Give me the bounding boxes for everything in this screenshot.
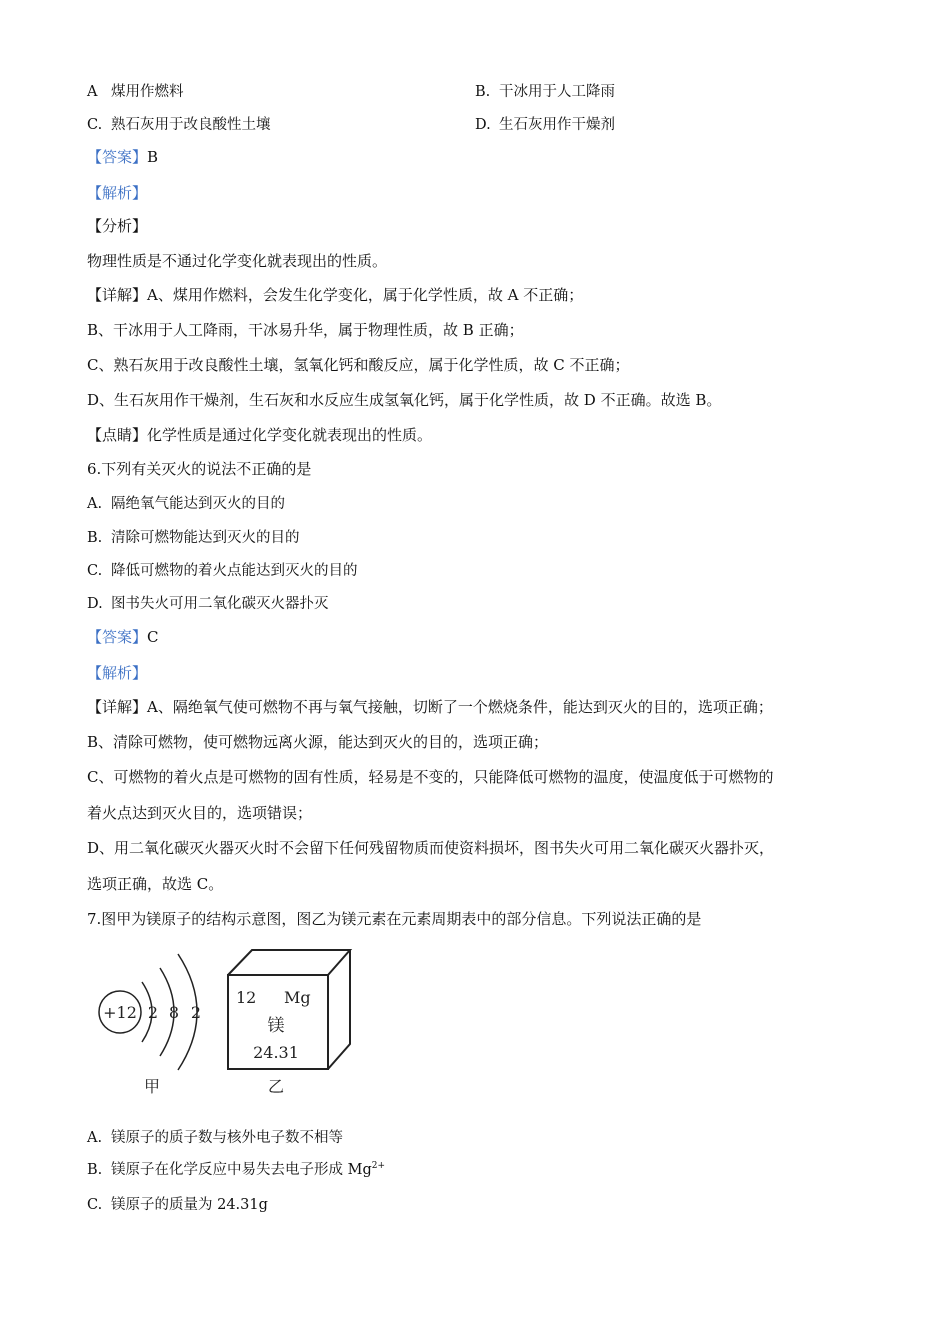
q7-option-c: C. 镁原子的质量为 24.31g	[87, 1197, 268, 1213]
shell-1-electrons: 2	[147, 1003, 159, 1022]
q5-option-b: B. 干冰用于人工降雨	[475, 84, 615, 100]
q6-option-c: C. 降低可燃物的着火点能达到灭火的目的	[87, 563, 358, 579]
q7-question: 7.图甲为镁原子的结构示意图，图乙为镁元素在元素周期表中的部分信息。下列说法正确的是	[87, 910, 702, 928]
atomic-number: 12	[236, 988, 257, 1007]
q7-option-a: A. 镁原子的质子数与核外电子数不相等	[87, 1130, 343, 1146]
q5-option-c: C. 熟石灰用于改良酸性土壤	[87, 117, 271, 133]
cube-top	[228, 950, 350, 975]
q5-answer: 【答案】B	[87, 148, 159, 166]
q5-fenxi-label: 【分析】	[87, 217, 148, 235]
atom-structure-diagram	[99, 954, 201, 1096]
q6-detail-line-5: D、用二氧化碳灭火器灭火时不会留下任何残留物质而使资料损坏，图书失火可用二氧化碳灭火器扑灭，	[87, 839, 775, 857]
atomic-mass: 24.31	[253, 1043, 299, 1062]
q5-analysis-label: 【解析】	[87, 184, 148, 202]
q6-option-a: A. 隔绝氧气能达到灭火的目的	[87, 496, 285, 512]
label-yi: 乙	[267, 1077, 285, 1096]
q6-option-b: B. 清除可燃物能达到灭火的目的	[87, 530, 300, 546]
shell-2-electrons: 8	[168, 1003, 180, 1022]
q7-option-b: B. 镁原子在化学反应中易失去电子形成 $Mg^{2+}$	[87, 1161, 386, 1178]
q6-detail-line-4: 着火点达到灭火目的，选项错误；	[87, 804, 313, 822]
charge-superscript: 2+	[371, 1161, 386, 1172]
q6-detail-line-6: 选项正确，故选 C。	[87, 875, 224, 893]
q6-question: 6.下列有关灭火的说法不正确的是	[87, 460, 312, 478]
q5-option-d: D. 生石灰用作干燥剂	[475, 117, 615, 133]
periodic-cell-cube	[228, 950, 350, 1096]
label-jia: 甲	[143, 1077, 161, 1096]
q5-detail-line-2: B、干冰用于人工降雨，干冰易升华，属于物理性质，故 B 正确；	[87, 321, 524, 339]
q6-analysis-label: 【解析】	[87, 664, 148, 682]
q5-comment: 【点睛】化学性质是通过化学变化就表现出的性质。	[87, 426, 433, 444]
q6-detail-line-3: C、可燃物的着火点是可燃物的固有性质，轻易是不变的，只能降低可燃物的温度，使温度低于可燃物的	[87, 768, 774, 786]
element-name: 镁	[267, 1016, 285, 1036]
q5-detail-line-1: 【详解】A、煤用作燃料，会发生化学变化，属于化学性质，故 A 不正确；	[87, 286, 584, 304]
nucleus-label: +12	[103, 1003, 137, 1022]
q6-answer: 【答案】C	[87, 628, 159, 646]
cube-side	[328, 950, 350, 1069]
element-symbol: Mg	[284, 988, 311, 1007]
q5-fenxi-text: 物理性质是不通过化学变化就表现出的性质。	[87, 252, 388, 270]
q7-figure	[90, 940, 370, 1100]
q5-option-a: A 煤用作燃料	[87, 84, 184, 100]
q5-detail-line-4: D、生石灰用作干燥剂，生石灰和水反应生成氢氧化钙，属于化学性质，故 D 不正确。故选 B。	[87, 391, 722, 409]
q5-detail-line-3: C、熟石灰用于改良酸性土壤，氢氧化钙和酸反应，属于化学性质，故 C 不正确；	[87, 356, 630, 374]
q6-option-d: D. 图书失火可用二氧化碳灭火器扑灭	[87, 596, 329, 612]
q6-detail-line-2: B、清除可燃物，使可燃物远离火源，能达到灭火的目的，选项正确；	[87, 733, 549, 751]
q6-detail-line-1: 【详解】A、隔绝氧气使可燃物不再与氧气接触，切断了一个燃烧条件，能达到灭火的目的，选项正确；	[87, 698, 773, 716]
shell-3-electrons: 2	[190, 1003, 202, 1022]
